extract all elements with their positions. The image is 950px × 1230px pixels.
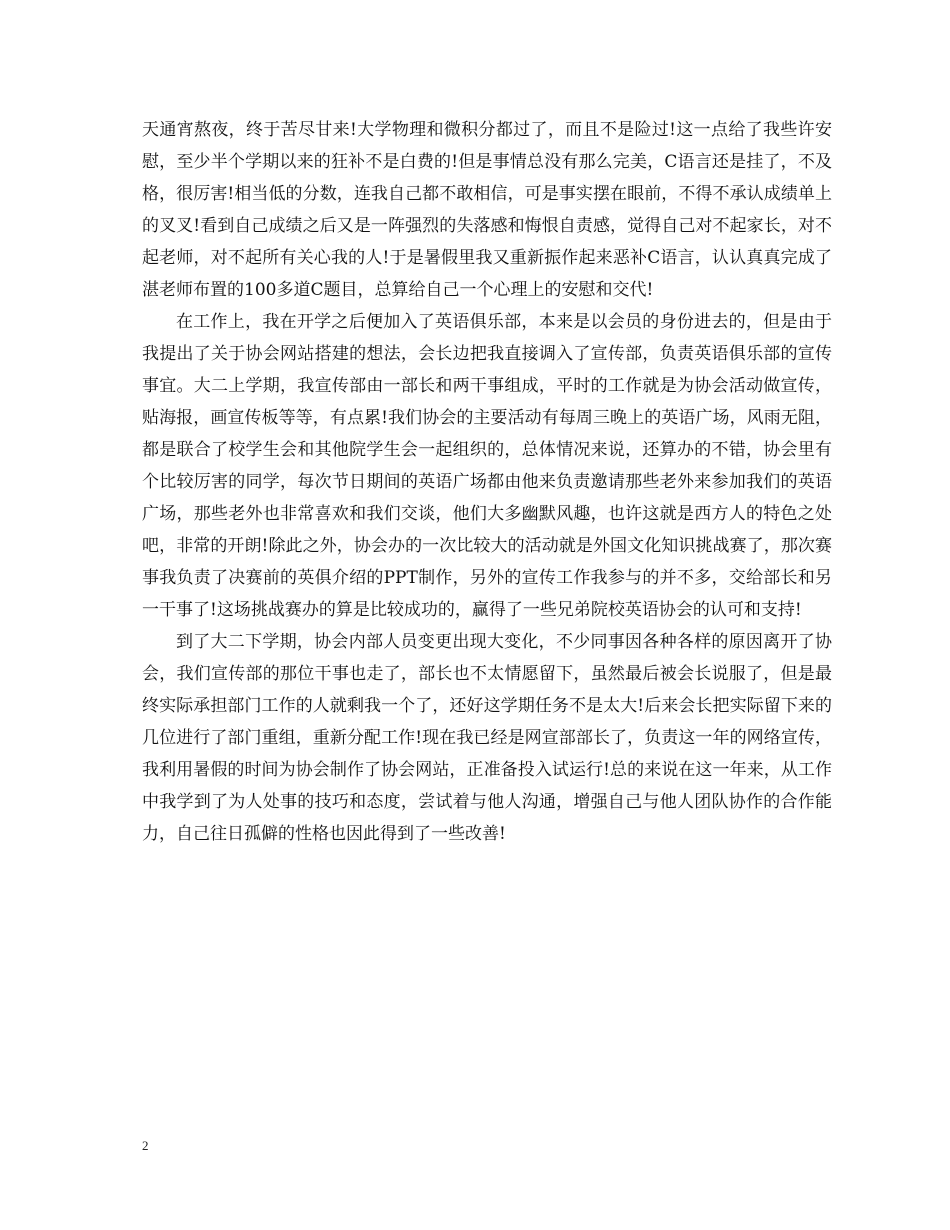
paragraph-3: 到了大二下学期，协会内部人员变更出现大变化，不少同事因各种各样的原因离开了协会，我们宣传部的那位干事也走了，部长也不太情愿留下，虽然最后被会长说服了，但是最终实际承担部门工作的人就剩我一个了，还好这学期任务不是太大!后来会长把实际留下来的几位进行了部门重组，重新分配工作!现在我已经是网宣部部长了，负责这一年的网络宣传，我利用暑假的时间为协会制作了协会网站，正准备投入试运行!总的来说在这一年来，从工作中我学到了为人处事的技巧和态度，尝试着与他人沟通，增强自己与他人团队协作的合作能力，自己往日孤僻的性格也因此得到了一些改善! (142, 632, 832, 844)
page-number: 2 (142, 1138, 149, 1153)
paragraph-2: 在工作上，我在开学之后便加入了英语俱乐部，本来是以会员的身份进去的，但是由于我提出了关于协会网站搭建的想法，会长边把我直接调入了宣传部，负责英语俱乐部的宣传事宜。大二上学期，我宣传部由一部长和两干事组成，平时的工作就是为协会活动做宣传，贴海报，画宣传板等等，有点累!我们协会的主要活动有每周三晚上的英语广场，风雨无阻，都是联合了校学生会和其他院学生会一起组织的，总体情况来说，还算办的不错，协会里有个比较厉害的同学，每次节日期间的英语广场都由他来负责邀请那些老外来参加我们的英语广场，那些老外也非常喜欢和我们交谈，他们大多幽默风趣，也许这就是西方人的特色之处吧，非常的开朗!除此之外，协会办的一次比较大的活动就是外国文化知识挑战赛了，那次赛事我负责了决赛前的英俱介绍的PPT制作，另外的宣传工作我参与的并不多，交给部长和另一干事了!这场挑战赛办的算是比较成功的，赢得了一些兄弟院校英语协会的认可和支持! (142, 312, 832, 620)
paragraph-1: 天通宵熬夜，终于苦尽甘来!大学物理和微积分都过了，而且不是险过!这一点给了我些许安慰，至少半个学期以来的狂补不是白费的!但是事情总没有那么完美，C语言还是挂了，不及格，很厉害!相当低的分数，连我自己都不敢相信，可是事实摆在眼前，不得不承认成绩单上的叉叉!看到自己成绩之后又是一阵强烈的失落感和悔恨自责感，觉得自己对不起家长，对不起老师，对不起所有关心我的人!于是暑假里我又重新振作起来恶补C语言，认认真真完成了湛老师布置的100多道C题目，总算给自己一个心理上的安慰和交代! (142, 120, 832, 300)
document-body (142, 114, 832, 850)
